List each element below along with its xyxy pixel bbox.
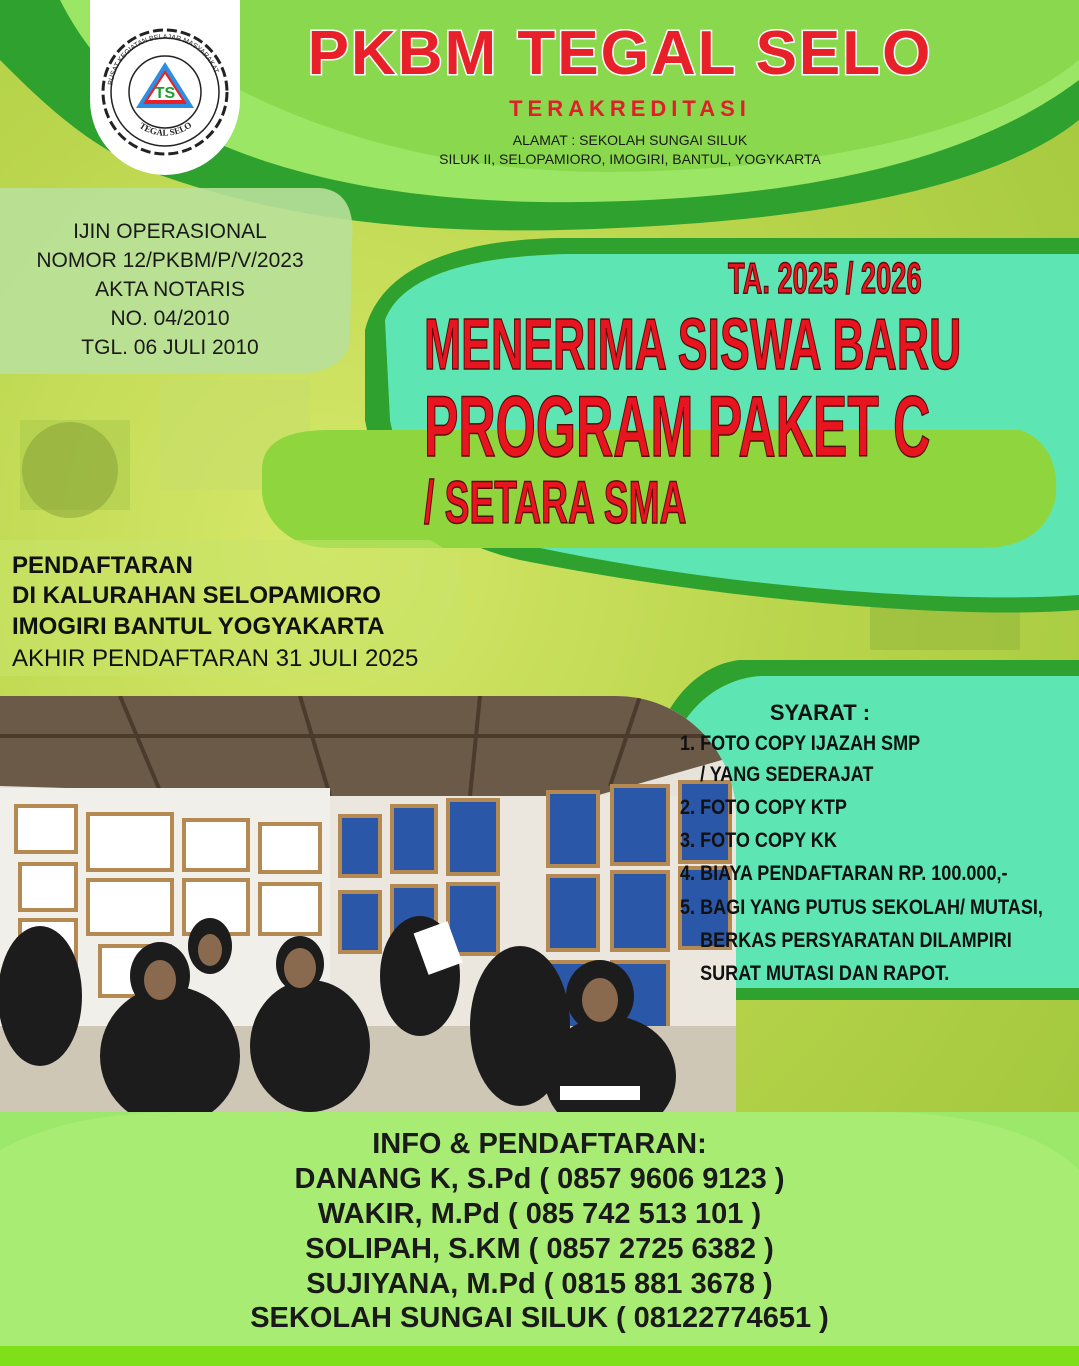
requirement-item: SURAT MUTASI DAN RAPOT. <box>680 962 950 985</box>
classroom-photo <box>0 696 736 1112</box>
requirement-item: 2. FOTO COPY KTP <box>680 796 847 819</box>
accreditation-label: TERAKREDITASI <box>509 96 751 121</box>
registration-line: IMOGIRI BANTUL YOGYAKARTA <box>12 613 385 640</box>
permit-line: NOMOR 12/PKBM/P/V/2023 <box>36 249 304 272</box>
registration-line: DI KALURAHAN SELOPAMIORO <box>12 582 381 609</box>
requirement-item: 3. FOTO COPY KK <box>680 829 837 852</box>
logo-bottom-text: TEGAL SELO <box>137 119 194 138</box>
address-line-2: SILUK II, SELOPAMIORO, IMOGIRI, BANTUL, YOGYKARTA <box>439 151 821 167</box>
headline-line-1: MENERIMA SISWA BARU <box>424 305 962 385</box>
headline-line-3: / SETARA SMA <box>424 469 687 536</box>
academic-year: TA. 2025 / 2026 <box>728 254 922 303</box>
logo-center-text: TS <box>154 85 176 102</box>
classroom-illustration <box>0 696 736 1112</box>
org-name: PKBM TEGAL SELO <box>307 19 933 88</box>
permit-line: TGL. 06 JULI 2010 <box>81 336 259 359</box>
logo-card <box>90 0 240 175</box>
logo-ring-text: PUSAT KEGIATAN BELAJAR MASYARAKAT <box>107 33 220 86</box>
pkbm-logo <box>90 0 240 175</box>
permit-line: NO. 04/2010 <box>110 307 230 330</box>
headline-line-2: PROGRAM PAKET C <box>424 379 931 475</box>
contact-item: SOLIPAH, S.KM ( 0857 2725 6382 ) <box>305 1233 774 1265</box>
requirements-title: SYARAT : <box>769 700 871 725</box>
registration-line: PENDAFTARAN <box>12 552 193 579</box>
registration-deadline: AKHIR PENDAFTARAN 31 JULI 2025 <box>12 645 419 672</box>
contact-item: SEKOLAH SUNGAI SILUK ( 08122774651 ) <box>250 1302 829 1334</box>
requirement-item: 1. FOTO COPY IJAZAH SMP <box>680 732 921 755</box>
permit-line: IJIN OPERASIONAL <box>73 220 267 243</box>
contact-item: WAKIR, M.Pd ( 085 742 513 101 ) <box>317 1198 762 1230</box>
requirement-item: 4. BIAYA PENDAFTARAN RP. 100.000,- <box>680 862 1008 885</box>
requirement-item: / YANG SEDERAJAT <box>680 763 874 786</box>
address-line-1: ALAMAT : SEKOLAH SUNGAI SILUK <box>512 132 748 148</box>
requirement-item: BERKAS PERSYARATAN DILAMPIRI <box>680 929 1012 952</box>
requirement-item: 5. BAGI YANG PUTUS SEKOLAH/ MUTASI, <box>680 896 1043 919</box>
contact-item: DANANG K, S.Pd ( 0857 9606 9123 ) <box>294 1163 785 1195</box>
permit-line: AKTA NOTARIS <box>95 278 245 301</box>
contacts-title: INFO & PENDAFTARAN: <box>372 1128 707 1160</box>
contact-item: SUJIYANA, M.Pd ( 0815 881 3678 ) <box>306 1268 773 1300</box>
